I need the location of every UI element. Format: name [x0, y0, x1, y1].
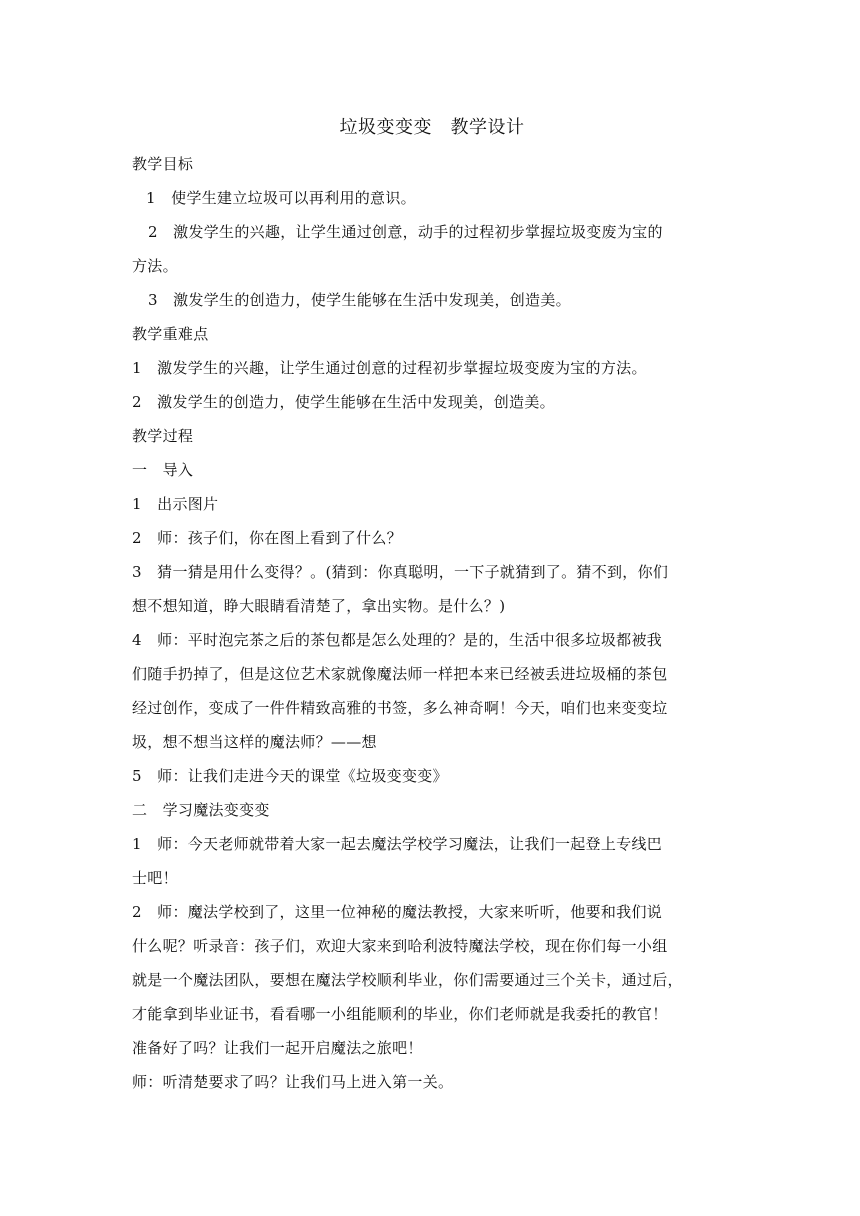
intro-step-5: 5 师：让我们走进今天的课堂《垃圾变变变》 [132, 767, 448, 785]
magic-step-2: 2 师：魔法学校到了，这里一位神秘的魔法教授，大家来听听，他要和我们说 [132, 903, 663, 921]
goal-item-2-continued: 方法。 [132, 257, 178, 275]
intro-step-4-continued-1: 们随手扔掉了，但是这位艺术家就像魔法师一样把本来已经被丢进垃圾桶的茶包 [132, 665, 668, 683]
intro-step-1: 1 出示图片 [132, 495, 219, 513]
heading-key-points: 教学重难点 [132, 325, 209, 343]
magic-step-1: 1 师：今天老师就带着大家一起去魔法学校学习魔法，让我们一起登上专线巴 [132, 835, 663, 853]
intro-step-3-continued: 想不想知道，睁大眼睛看清楚了，拿出实物。是什么？) [132, 597, 506, 615]
magic-step-2-continued-1: 什么呢？听录音：孩子们，欢迎大家来到哈利波特魔法学校，现在你们每一小组 [132, 937, 668, 955]
magic-step-2-continued-2: 就是一个魔法团队，要想在魔法学校顺利毕业，你们需要通过三个关卡，通过后， [132, 971, 683, 989]
goal-item-2: 2 激发学生的兴趣，让学生通过创意，动手的过程初步掌握垃圾变废为宝的 [148, 223, 663, 241]
magic-step-1-continued: 士吧！ [132, 869, 178, 887]
teacher-line-first-level: 师：听清楚要求了吗？让我们马上进入第一关。 [132, 1073, 454, 1091]
goal-item-1: 1 使学生建立垃圾可以再利用的意识。 [146, 189, 416, 207]
intro-step-4: 4 师：平时泡完茶之后的茶包都是怎么处理的？是的，生活中很多垃圾都被我 [132, 631, 663, 649]
heading-teaching-process: 教学过程 [132, 427, 194, 445]
goal-item-3: 3 激发学生的创造力，使学生能够在生活中发现美，创造美。 [148, 291, 571, 309]
magic-step-2-continued-3: 才能拿到毕业证书，看看哪一小组能顺利的毕业，你们老师就是我委托的教官！ [132, 1005, 668, 1023]
section-learn-magic: 二 学习魔法变变变 [132, 801, 270, 819]
heading-teaching-goals: 教学目标 [132, 155, 194, 173]
key-point-1: 1 激发学生的兴趣，让学生通过创意的过程初步掌握垃圾变废为宝的方法。 [132, 359, 647, 377]
magic-step-2-continued-4: 准备好了吗？让我们一起开启魔法之旅吧！ [132, 1039, 423, 1057]
intro-step-2: 2 师：孩子们，你在图上看到了什么？ [132, 529, 402, 547]
document-title: 垃圾变变变 教学设计 [339, 117, 525, 138]
section-introduction: 一 导入 [132, 461, 194, 479]
key-point-2: 2 激发学生的创造力，使学生能够在生活中发现美，创造美。 [132, 393, 555, 411]
intro-step-3: 3 猜一猜是用什么变得？。(猜到：你真聪明，一下子就猜到了。猜不到，你们 [132, 563, 669, 581]
document-body [132, 112, 732, 1099]
intro-step-4-continued-3: 圾，想不想当这样的魔法师？——想 [132, 733, 377, 751]
intro-step-4-continued-2: 经过创作，变成了一件件精致高雅的书签，多么神奇啊！今天，咱们也来变变垃 [132, 699, 668, 717]
